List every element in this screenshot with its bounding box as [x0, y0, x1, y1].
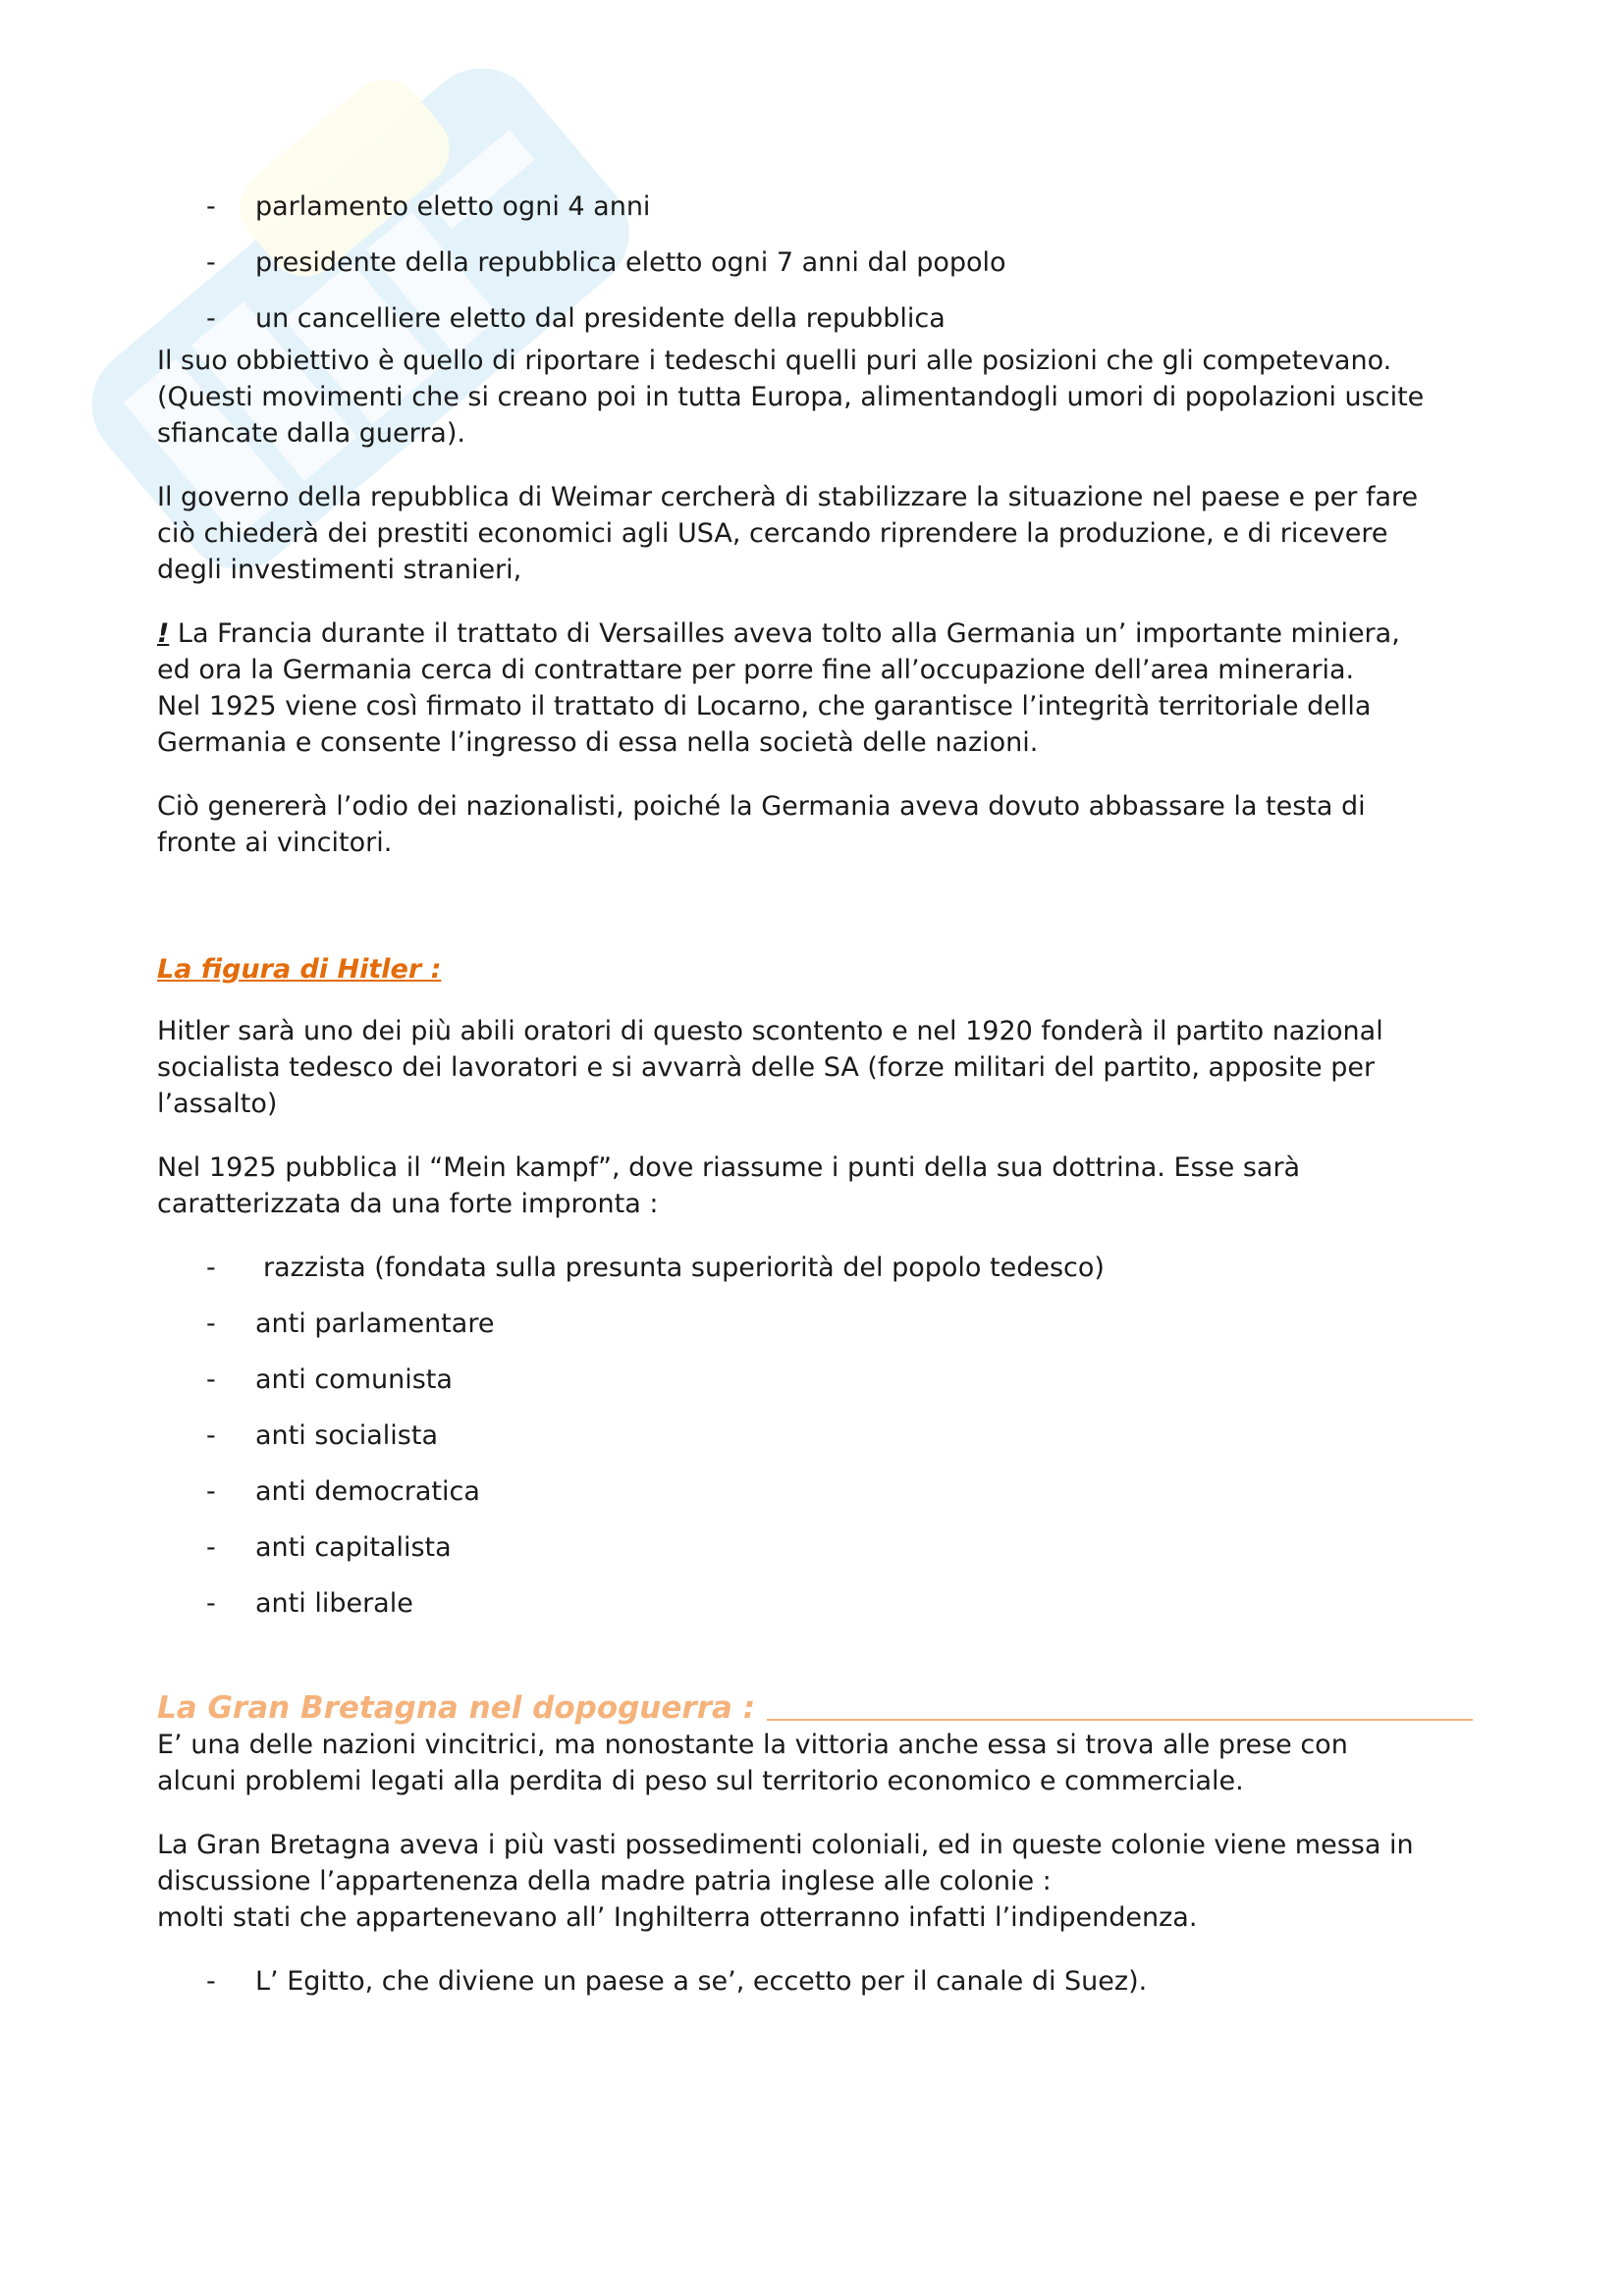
list-item: - razzista (fondata sulla presunta superiorità del popolo tedesco) — [206, 1253, 1105, 1283]
list-item: - parlamento eletto ogni 4 anni — [206, 191, 651, 222]
paragraph-victors: E’ una delle nazioni vincitrici, ma nonostante la vittoria anche essa si trova alle prese con alcuni problemi legati alla perdita di peso sul territorio economico e commerciale. — [157, 1730, 1348, 1796]
list-item: - presidente della repubblica eletto ogni 7 anni dal popolo — [206, 247, 1006, 278]
paragraph-weimar-government: Il governo della repubblica di Weimar cercherà di stabilizzare la situazione nel paese e per fare ciò chiederà dei prestiti economici agli USA, cercando riprendere la produzione, e di ricevere degli investimenti stranieri, — [157, 482, 1419, 585]
list-item: - anti comunista — [206, 1364, 453, 1395]
paragraph-nationalists: Ciò genererà l’odio dei nazionalisti, poiché la Germania aveva dovuto abbassare la testa di fronte ai vincitori. — [157, 791, 1366, 858]
list-item: - anti capitalista — [206, 1532, 452, 1563]
list-item: - anti liberale — [206, 1588, 413, 1619]
paragraph-hitler-party: Hitler sarà uno dei più abili oratori di questo scontento e nel 1920 fonderà il partito nazional socialista tedesco dei lavoratori e si avvarrà delle SA (forze militari del partito, apposite per l’assalto) — [157, 1016, 1383, 1119]
paragraph-france-versailles: ! La Francia durante il trattato di Versailles aveva tolto alla Germania un’ importante miniera, ed ora la Germania cerca di contrattare per porre fine all’occupazione dell’area mineraria. Nel 1925 viene così firmato il trattato di Locarno, che garantisce l’integrità territoriale della Germania e consente l’ingresso di essa nella società delle nazioni. — [157, 618, 1400, 758]
list-item: - anti parlamentare — [206, 1308, 495, 1339]
list-item: - L’ Egitto, che diviene un paese a se’, eccetto per il canale di Suez). — [206, 1966, 1148, 1997]
list-item: - un cancelliere eletto dal presidente della repubblica — [206, 303, 946, 334]
heading-gran-bretagna: La Gran Bretagna nel dopoguerra : — [157, 1690, 1483, 1727]
document-page — [157, 188, 1483, 2019]
paragraph-colonies: La Gran Bretagna aveva i più vasti possedimenti coloniali, ed in queste colonie viene messa in discussione l’appartenenza della madre patria inglese alle colonie : molti stati che appartenevano all’ Inghilterra otterranno infatti l’indipendenza. — [157, 1830, 1414, 1933]
exclamation-mark: ! — [157, 618, 170, 649]
paragraph-mein-kampf: Nel 1925 pubblica il “Mein kampf”, dove riassume i punti della sua dottrina. Esse sarà caratterizzata da una forte impronta : — [157, 1152, 1301, 1219]
list-independence — [157, 1963, 1483, 2000]
list-item: - anti democratica — [206, 1476, 480, 1507]
heading-hitler: La figura di Hitler : — [157, 954, 442, 985]
paragraph-objective: Il suo obbiettivo è quello di riportare i tedeschi quelli puri alle posizioni che gli competevano. (Questi movimenti che si creano poi in tutta Europa, alimentandogli umori di popolazioni uscite sfiancate dalla guerra). — [157, 346, 1425, 449]
heading-rule — [767, 1719, 1473, 1721]
list-weimar-institutions — [157, 188, 1483, 337]
list-item: - anti socialista — [206, 1420, 439, 1451]
list-doctrine-traits — [157, 1250, 1483, 1622]
